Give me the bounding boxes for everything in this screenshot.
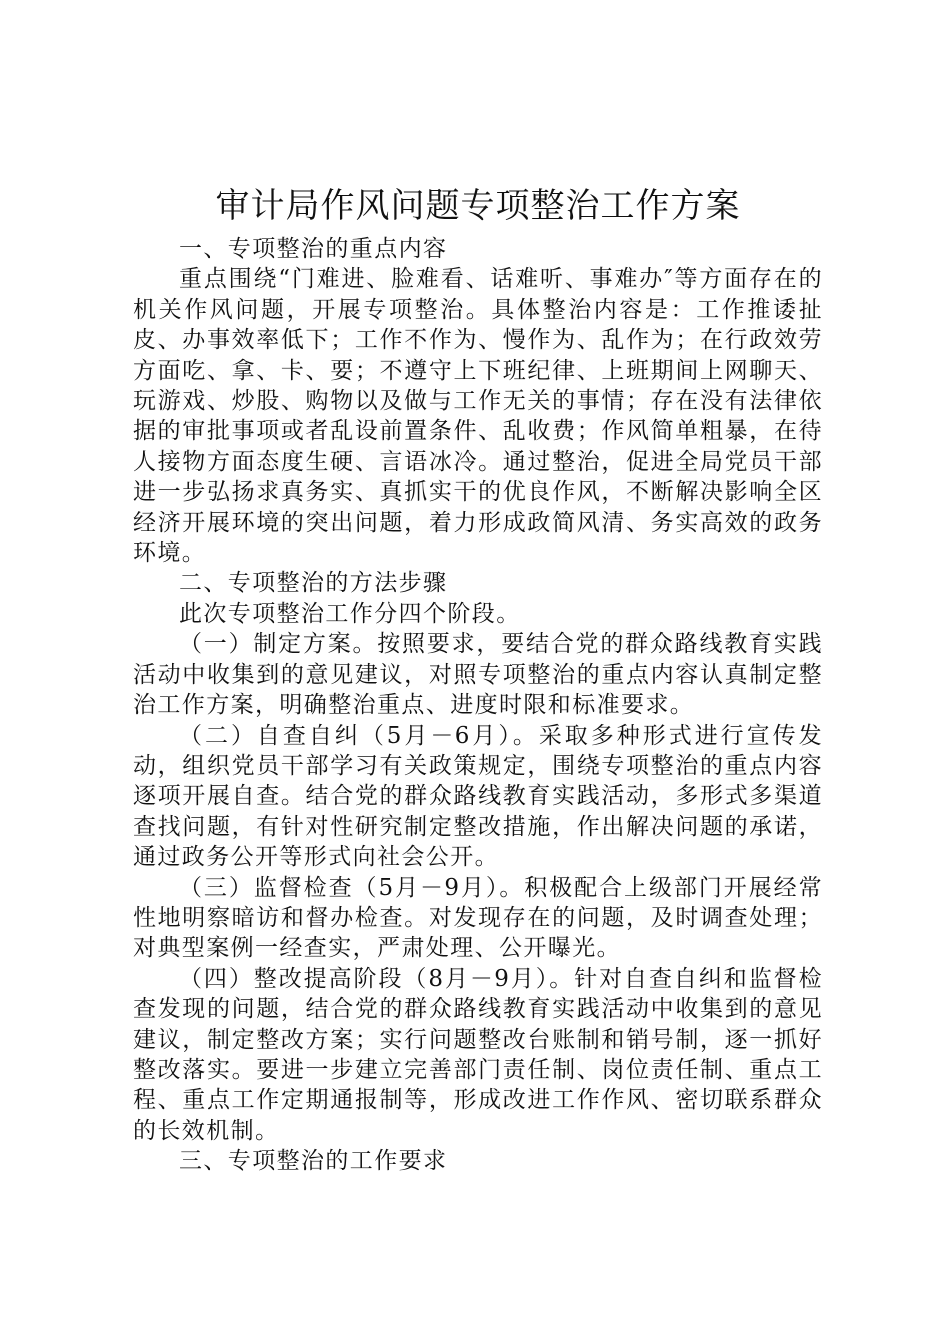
section-heading-methods-steps: 二、专项整治的方法步骤 [179, 570, 448, 597]
paragraph-stage-two: （二）自查自纠（5月－6月）。采取多种形式进行宣传发动，组织党员干部学习有关政策规定，围绕专项整治的重点内容逐项开展自查。结合党的群众路线教育实践活动，多形式多渠道查找问题，有针对性研究制定整改措施，作出解决问题的承诺，通过政务公开等形式向社会公开。 [133, 722, 823, 871]
paragraph-stage-three: （三）监督检查（5月－9月）。积极配合上级部门开展经常性地明察暗访和督办检查。对发现存在的问题，及时调查处理；对典型案例一经查实，严肃处理、公开曝光。 [133, 874, 823, 962]
paragraph-four-stages: 此次专项整治工作分四个阶段。 [179, 600, 521, 627]
section-heading-work-requirements: 三、专项整治的工作要求 [179, 1148, 448, 1175]
document-body [133, 180, 823, 1177]
paragraph-stage-one: （一）制定方案。按照要求，要结合党的群众路线教育实践活动中收集到的意见建议，对照专项整治的重点内容认真制定整治工作方案，明确整治重点、进度时限和标准要求。 [133, 631, 823, 719]
section-heading-key-content: 一、专项整治的重点内容 [179, 236, 448, 262]
paragraph-key-content: 重点围绕“门难进、脸难看、话难听、事难办″等方面存在的机关作风问题，开展专项整治。具体整治内容是：工作推诿扯皮、办事效率低下；工作不作为、慢作为、乱作为；在行政效劳方面吃、拿、卡、要；不遵守上下班纪律、上班期间上网聊天、玩游戏、炒股、购物以及做与工作无关的事情；存在没有法律依据的审批事项或者乱设前置条件、乱收费；作风简单粗暴，在待人接物方面态度生硬、言语冰冷。通过整治，促进全局党员干部进一步弘扬求真务实、真抓实干的优良作风，不断解决影响全区经济开展环境的突出问题，着力形成政简风清、务实高效的政务环境。 [133, 266, 823, 567]
document-title: 审计局作风问题专项整治工作方案 [215, 186, 741, 226]
paragraph-stage-four: （四）整改提高阶段（8月－9月）。针对自查自纠和监督检查发现的问题，结合党的群众路线教育实践活动中收集到的意见建议，制定整改方案；实行问题整改台账制和销号制，逐一抓好整改落实。要进一步建立完善部门责任制、岗位责任制、重点工程、重点工作定期通报制等，形成改进工作作风、密切联系群众的长效机制。 [133, 965, 823, 1144]
